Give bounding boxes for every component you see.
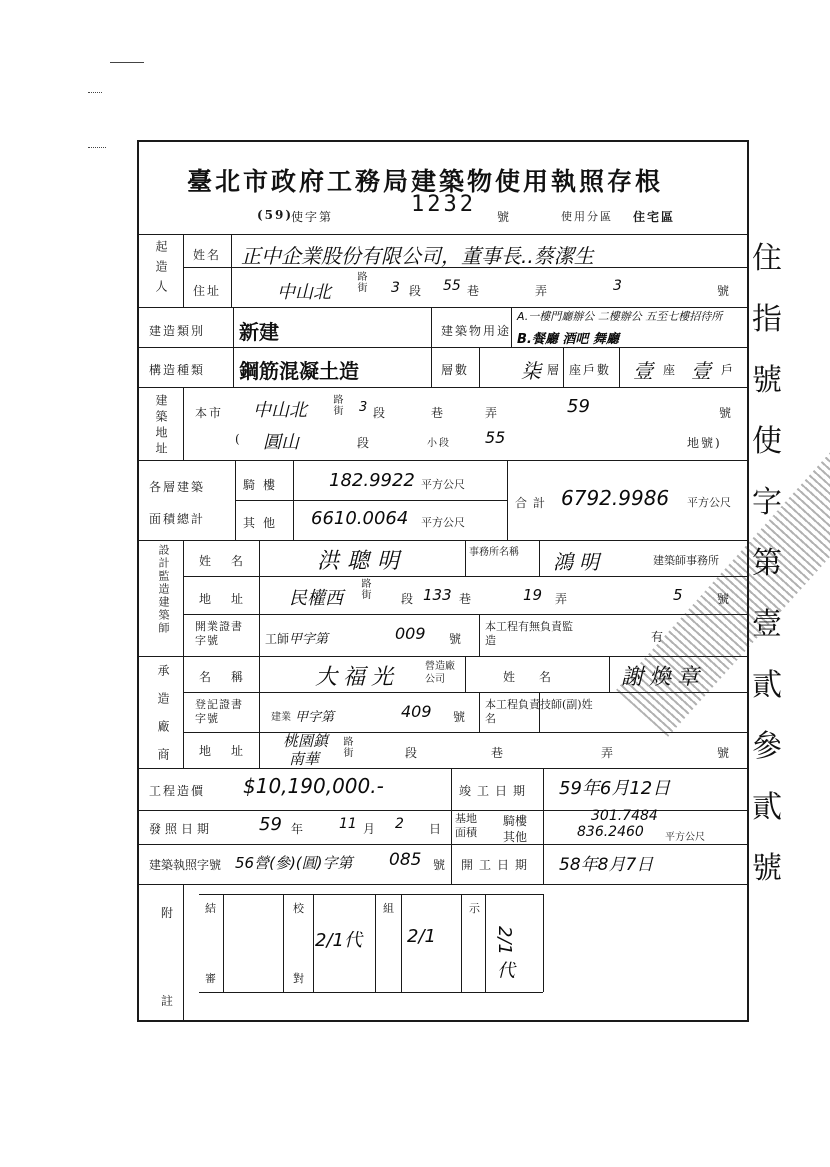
land-other-unit: 平方公尺 — [665, 832, 705, 843]
scan-mark — [88, 147, 106, 148]
designer-lane-word: 巷 — [459, 592, 474, 606]
designer-license-prefix: 工師 — [265, 632, 290, 646]
contractor-name-label: 名稱 — [199, 670, 264, 684]
margin-char: 號 — [752, 363, 782, 398]
area-arcade-unit: 平方公尺 — [421, 478, 465, 491]
col-line — [543, 894, 544, 992]
contractor-reg-label: 登記證書字號 — [195, 698, 243, 725]
site-land-subsection-word: 小段 — [427, 438, 451, 449]
site-section-label: 建築地址 — [154, 394, 168, 458]
site-street: 中山北 — [253, 400, 307, 421]
margin-char: 壹 — [752, 607, 782, 642]
builder-section-label: 起造人 — [154, 240, 168, 300]
site-section-no: 3 — [359, 400, 368, 415]
margin-char: 第 — [752, 546, 782, 581]
license-form — [137, 140, 749, 1022]
col-line — [375, 894, 376, 992]
notes-initial-3: 2/1 代 — [494, 926, 515, 979]
site-no-word: 號 — [719, 406, 734, 420]
margin-char: 貳 — [752, 790, 782, 825]
col-line — [539, 540, 540, 576]
use-value-1: A.一樓門廳辦公 二樓辦公 五至七樓招待所 — [517, 310, 723, 323]
area-other-unit: 平方公尺 — [421, 516, 465, 529]
col-line — [479, 692, 480, 732]
area-total-value: 6792.9986 — [561, 486, 670, 510]
builder-alley-word: 弄 — [535, 284, 550, 298]
contractor-person-label: 姓名 — [503, 670, 576, 684]
site-land-number: 55 — [485, 428, 506, 447]
designer-lane-value: 133 — [423, 586, 452, 604]
notes-col2-bottom: 對 — [293, 972, 306, 985]
contractor-alley-word: 弄 — [601, 746, 616, 760]
designer-section-label: 設計監造建築師 — [157, 544, 170, 635]
row-line — [183, 576, 747, 577]
contractor-reg-value: 甲字第 — [295, 710, 335, 725]
builder-address-street: 中山北 — [277, 282, 331, 303]
contractor-section-word: 段 — [405, 746, 420, 760]
form-title: 臺北市政府工務局建築物使用執照存根 — [187, 167, 664, 196]
zone-value: 住宅區 — [633, 210, 676, 224]
designer-address-street: 民權西 — [289, 588, 343, 609]
notes-initial-2: 2/1 — [407, 926, 436, 947]
designer-license-no: 009 — [395, 624, 426, 643]
row-line — [183, 614, 747, 615]
site-road-label: 路街 — [331, 394, 342, 416]
builder-address-lane: 55 — [443, 278, 461, 294]
site-land-district: 圓山 — [263, 432, 299, 453]
builder-name-value: 正中企業股份有限公司，董事長..蔡潔生 — [241, 244, 594, 268]
col-line — [401, 894, 402, 992]
area-arcade-value: 182.9922 — [329, 470, 415, 491]
col-line — [465, 540, 466, 576]
contractor-reg-suffix: 號 — [453, 710, 468, 724]
col-line — [619, 347, 620, 387]
col-line — [511, 307, 512, 347]
margin-char: 指 — [752, 302, 782, 337]
builder-road-label: 路街 — [355, 271, 366, 293]
designer-name-value: 洪聰明 — [317, 549, 408, 574]
designer-responsible-value: 有 — [651, 630, 666, 644]
designer-alley-value: 19 — [523, 586, 543, 604]
type-value: 新建 — [239, 320, 279, 344]
col-line — [283, 894, 284, 992]
col-line — [461, 894, 462, 992]
site-paren-open: ( — [235, 432, 242, 446]
row-line — [139, 460, 747, 461]
structure-value: 鋼筋混凝土造 — [239, 359, 359, 383]
col-line — [293, 460, 294, 540]
margin-char: 使 — [752, 424, 782, 459]
notes-initial-1: 2/1代 — [315, 930, 362, 951]
contractor-person-value: 謝煥章 — [621, 665, 706, 690]
license-year: (59) — [257, 208, 294, 222]
contractor-name-value: 大福光 — [315, 665, 400, 690]
col-line — [543, 768, 544, 884]
col-line — [563, 347, 564, 387]
area-other-label: 其他 — [243, 516, 284, 530]
land-arcade-value: 301.7484 — [591, 808, 658, 824]
designer-no-value: 5 — [673, 586, 683, 604]
notes-col1-top: 結 — [205, 902, 218, 915]
license-prefix: 使字第 — [291, 210, 334, 224]
designer-responsible-label: 本工程有無負責監造 — [485, 620, 573, 647]
margin-char: 字 — [752, 485, 782, 520]
completion-value: 59年6月12日 — [559, 778, 671, 799]
contractor-reg-no: 409 — [401, 702, 432, 721]
col-line — [235, 460, 236, 540]
margin-char: 貳 — [752, 668, 782, 703]
row-line — [199, 992, 543, 993]
row-line — [139, 884, 747, 885]
col-line — [183, 540, 184, 768]
col-line — [609, 656, 610, 692]
structure-label: 構造種類 — [149, 363, 206, 377]
site-alley-word: 弄 — [485, 406, 500, 420]
designer-license-suffix: 號 — [449, 632, 464, 646]
license-suffix: 號 — [497, 210, 512, 224]
license-number: 1232 — [411, 192, 476, 217]
permit-value: 56營(參)(圓)字第 — [235, 854, 353, 872]
margin-char: 住 — [752, 241, 782, 276]
notes-col3-top: 組 — [383, 902, 396, 915]
col-line — [183, 884, 184, 1020]
cost-value: $10,190,000.- — [243, 774, 384, 798]
builder-address-section: 3 — [391, 280, 400, 296]
units-unit-1: 座 — [663, 363, 678, 377]
issue-day-word: 日 — [429, 822, 444, 836]
area-total-label: 合計 — [515, 496, 552, 510]
margin-chars — [752, 228, 792, 899]
col-line — [259, 540, 260, 768]
permit-number: 085 — [389, 850, 422, 870]
zone-label: 使用分區 — [561, 210, 613, 223]
designer-office-suffix: 建築師事務所 — [653, 554, 719, 567]
designer-no-word: 號 — [717, 592, 732, 606]
notes-col1-bottom: 審 — [205, 972, 218, 985]
permit-label: 建築執照字號 — [149, 858, 222, 872]
site-lane-word: 巷 — [431, 406, 446, 420]
area-label-2: 面積總計 — [149, 512, 206, 526]
builder-name-label: 姓名 — [193, 248, 222, 262]
land-other-label: 其他 — [503, 830, 528, 844]
floors-label: 層數 — [441, 363, 470, 377]
designer-license-value: 甲字第 — [289, 632, 329, 647]
notes-col2-top: 校 — [293, 902, 306, 915]
notes-col4-top: 示 — [469, 902, 482, 915]
units-label: 座戶數 — [569, 363, 612, 377]
issue-month: 11 — [339, 816, 357, 832]
col-line — [465, 656, 466, 692]
contractor-address-street: 南華 — [289, 750, 320, 768]
builder-address-label: 住址 — [193, 284, 222, 298]
units-value-2: 壹 — [691, 359, 711, 383]
floors-value: 柒 — [521, 359, 541, 383]
builder-no-word: 號 — [717, 284, 732, 298]
designer-address-label: 地址 — [199, 592, 264, 606]
col-line — [231, 234, 232, 308]
col-line — [507, 460, 508, 540]
builder-lane-word: 巷 — [467, 284, 482, 298]
contractor-company-type: 營造廠 公司 — [425, 661, 455, 685]
designer-road-label: 路街 — [359, 578, 370, 600]
row-line — [139, 347, 747, 348]
contractor-address-label: 地址 — [199, 744, 264, 758]
contractor-section-label: 承造廠商 — [156, 664, 170, 776]
row-line — [139, 844, 747, 845]
land-label: 基地面積 — [455, 812, 477, 839]
col-line — [479, 347, 480, 387]
margin-char: 號 — [752, 851, 782, 886]
contractor-no-word: 號 — [717, 746, 732, 760]
site-land-section-word: 段 — [357, 436, 372, 450]
area-total-unit: 平方公尺 — [687, 496, 731, 509]
units-value-1: 壹 — [633, 359, 653, 383]
col-line — [485, 894, 486, 992]
scan-mark — [110, 62, 144, 63]
completion-label: 竣工日期 — [459, 784, 532, 798]
land-arcade-label: 騎樓 — [503, 814, 528, 828]
site-land-no-word: 地號) — [687, 436, 722, 450]
type-label: 建造類別 — [149, 324, 206, 338]
margin-char: 參 — [752, 729, 782, 764]
use-value-2: B.餐廳 酒吧 舞廳 — [517, 332, 619, 347]
builder-address-no: 3 — [613, 278, 622, 294]
designer-office-value: 鴻明 — [553, 550, 605, 574]
land-other-value: 836.2460 — [577, 824, 644, 840]
col-line — [183, 387, 184, 460]
col-line — [183, 234, 184, 308]
start-label: 開工日期 — [461, 858, 534, 872]
start-value: 58年8月7日 — [559, 855, 654, 875]
contractor-tech-label: 本工程負責技師(副)姓名 — [485, 698, 593, 725]
row-line — [235, 500, 507, 501]
contractor-address-town: 桃園鎮 — [283, 732, 329, 750]
col-line — [451, 768, 452, 884]
designer-name-label: 姓名 — [199, 554, 264, 568]
use-label: 建築物用途 — [441, 324, 512, 338]
designer-alley-word: 弄 — [555, 592, 570, 606]
units-unit-2: 戶 — [721, 363, 736, 377]
contractor-reg-prefix: 建業 — [271, 712, 291, 723]
row-line — [139, 540, 747, 541]
notes-label-bottom: 註 — [161, 994, 176, 1008]
col-line — [313, 894, 314, 992]
area-other-value: 6610.0064 — [311, 508, 409, 529]
designer-office-label: 事務所名稱 — [469, 547, 519, 558]
permit-suffix: 號 — [433, 858, 448, 872]
designer-license-label: 開業證書字號 — [195, 620, 243, 647]
area-arcade-label: 騎樓 — [243, 478, 284, 492]
cost-label: 工程造價 — [149, 784, 206, 798]
contractor-lane-word: 巷 — [491, 746, 506, 760]
builder-section-word: 段 — [409, 284, 424, 298]
notes-label-top: 附 — [161, 906, 176, 920]
site-section-word: 段 — [373, 406, 388, 420]
site-city: 本市 — [195, 406, 224, 420]
row-line — [139, 387, 747, 388]
floors-unit: 層 — [547, 363, 562, 377]
scan-mark — [88, 92, 102, 93]
issue-year-word: 年 — [291, 822, 306, 836]
col-line — [479, 614, 480, 656]
col-line — [233, 307, 234, 387]
row-line — [139, 768, 747, 769]
site-number: 59 — [567, 396, 590, 417]
area-label-1: 各層建築 — [149, 480, 206, 494]
col-line — [223, 894, 224, 992]
issue-label: 發照日期 — [149, 822, 214, 836]
col-line — [431, 307, 432, 387]
contractor-road-label: 路街 — [341, 736, 352, 758]
issue-day: 2 — [395, 816, 404, 832]
issue-month-word: 月 — [363, 822, 378, 836]
issue-year: 59 — [259, 814, 282, 835]
row-line — [199, 894, 543, 895]
designer-section-word: 段 — [401, 592, 416, 606]
